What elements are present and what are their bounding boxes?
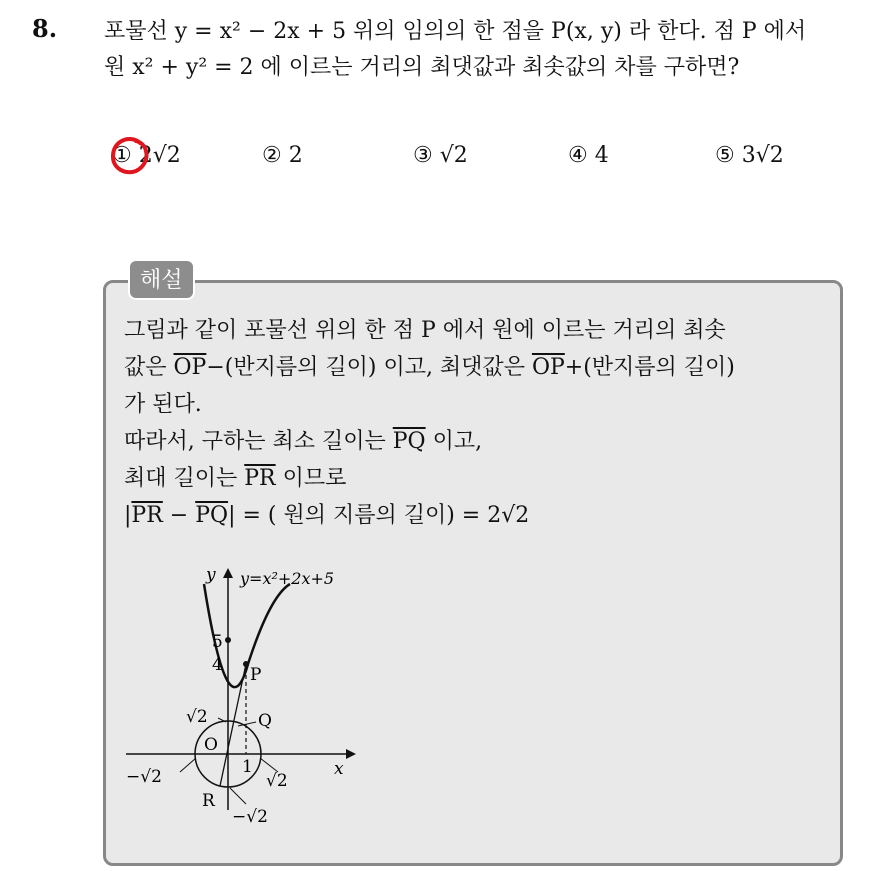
choice-5-value: 3√2 [741, 143, 784, 168]
choice-4-value: 4 [594, 143, 609, 168]
label-o: O [204, 735, 218, 755]
label-neg-sqrt2-bottom: −√2 [232, 807, 268, 827]
explanation-line-2 [124, 349, 836, 386]
explanation-line-5 [124, 460, 836, 497]
choice-2-value: 2 [288, 143, 303, 168]
exp-text: −(반지름의 길이) 이고, 최댓값은 [206, 355, 532, 380]
explanation-line-3: 가 된다. [124, 392, 202, 417]
segment-op: $\overline{OP}$ [173, 355, 207, 380]
question-number: 8. [32, 14, 58, 43]
x-axis-label: x [334, 759, 344, 779]
exp-text: − [162, 503, 196, 528]
choice-1-value: 2√2 [138, 143, 181, 168]
label-q: Q [258, 711, 272, 731]
sqrt2-right-pointer [260, 758, 278, 772]
choice-4-label: ④ [568, 143, 588, 168]
choice-2[interactable] [262, 143, 303, 168]
explanation-text [124, 312, 836, 534]
question-line-2: 원 x² + y² = 2 에 이르는 거리의 최댓값과 최솟값의 차를 구하면? [104, 55, 740, 80]
choice-3-label: ③ [413, 143, 433, 168]
label-r: R [202, 791, 215, 811]
question-text [104, 14, 874, 86]
label-5: 5 [212, 632, 223, 652]
neg-sqrt2-bottom-pointer [230, 788, 246, 804]
y-axis-label: y [206, 565, 216, 585]
exp-text: 값은 [124, 355, 174, 380]
choice-1[interactable] [112, 143, 181, 168]
choice-5[interactable] [715, 143, 784, 168]
question-line-1: 포물선 y = x² − 2x + 5 위의 임의의 한 점을 P(x, y) 라 한다. 점 P 에서 [104, 19, 807, 44]
label-sqrt2-upper: √2 [186, 707, 208, 727]
exp-text: +(반지름의 길이) [564, 355, 735, 380]
label-1: 1 [242, 757, 253, 777]
choice-1-label: ① [112, 143, 132, 168]
parabola-circle-graph [120, 560, 380, 830]
neg-sqrt2-left-pointer [180, 758, 196, 772]
choice-4[interactable] [568, 143, 609, 168]
point-5 [225, 637, 231, 643]
exp-text: 이고, [425, 429, 483, 454]
explanation-line-1: 그림과 같이 포물선 위의 한 점 P 에서 원에 이르는 거리의 최솟 [124, 318, 726, 343]
x-axis-arrow-icon [346, 749, 356, 759]
segment-pq: $\overline{PQ}$ [195, 503, 229, 528]
answer-choices [100, 143, 860, 179]
choice-2-label: ② [262, 143, 282, 168]
selected-circle-mark-icon [110, 135, 152, 179]
label-p: P [250, 665, 262, 685]
explanation-line-4 [124, 423, 836, 460]
exp-text: 이므로 [275, 466, 347, 491]
curve-label: y=x²+2x+5 [240, 569, 335, 588]
segment-pr: $\overline{PR}$ [131, 503, 163, 528]
exp-text: 따라서, 구하는 최소 길이는 [124, 429, 393, 454]
choice-5-label: ⑤ [715, 143, 735, 168]
label-neg-sqrt2-left: −√2 [126, 767, 162, 787]
choice-3-value: √2 [439, 143, 468, 168]
explanation-tag: 해설 [128, 259, 195, 300]
label-sqrt2-right: √2 [266, 771, 288, 791]
segment-pq: $\overline{PQ}$ [392, 429, 426, 454]
exp-text: 최대 길이는 [124, 466, 245, 491]
y-axis-arrow-icon [223, 568, 233, 578]
segment-pr: $\overline{PR}$ [244, 466, 276, 491]
segment-op: $\overline{OP}$ [531, 355, 565, 380]
choice-3[interactable] [413, 143, 468, 168]
explanation-line-6 [124, 497, 836, 534]
label-4: 4 [212, 655, 223, 675]
exp-text: | [124, 503, 132, 528]
exp-text: | = ( 원의 지름의 길이) = 2√2 [228, 503, 530, 528]
